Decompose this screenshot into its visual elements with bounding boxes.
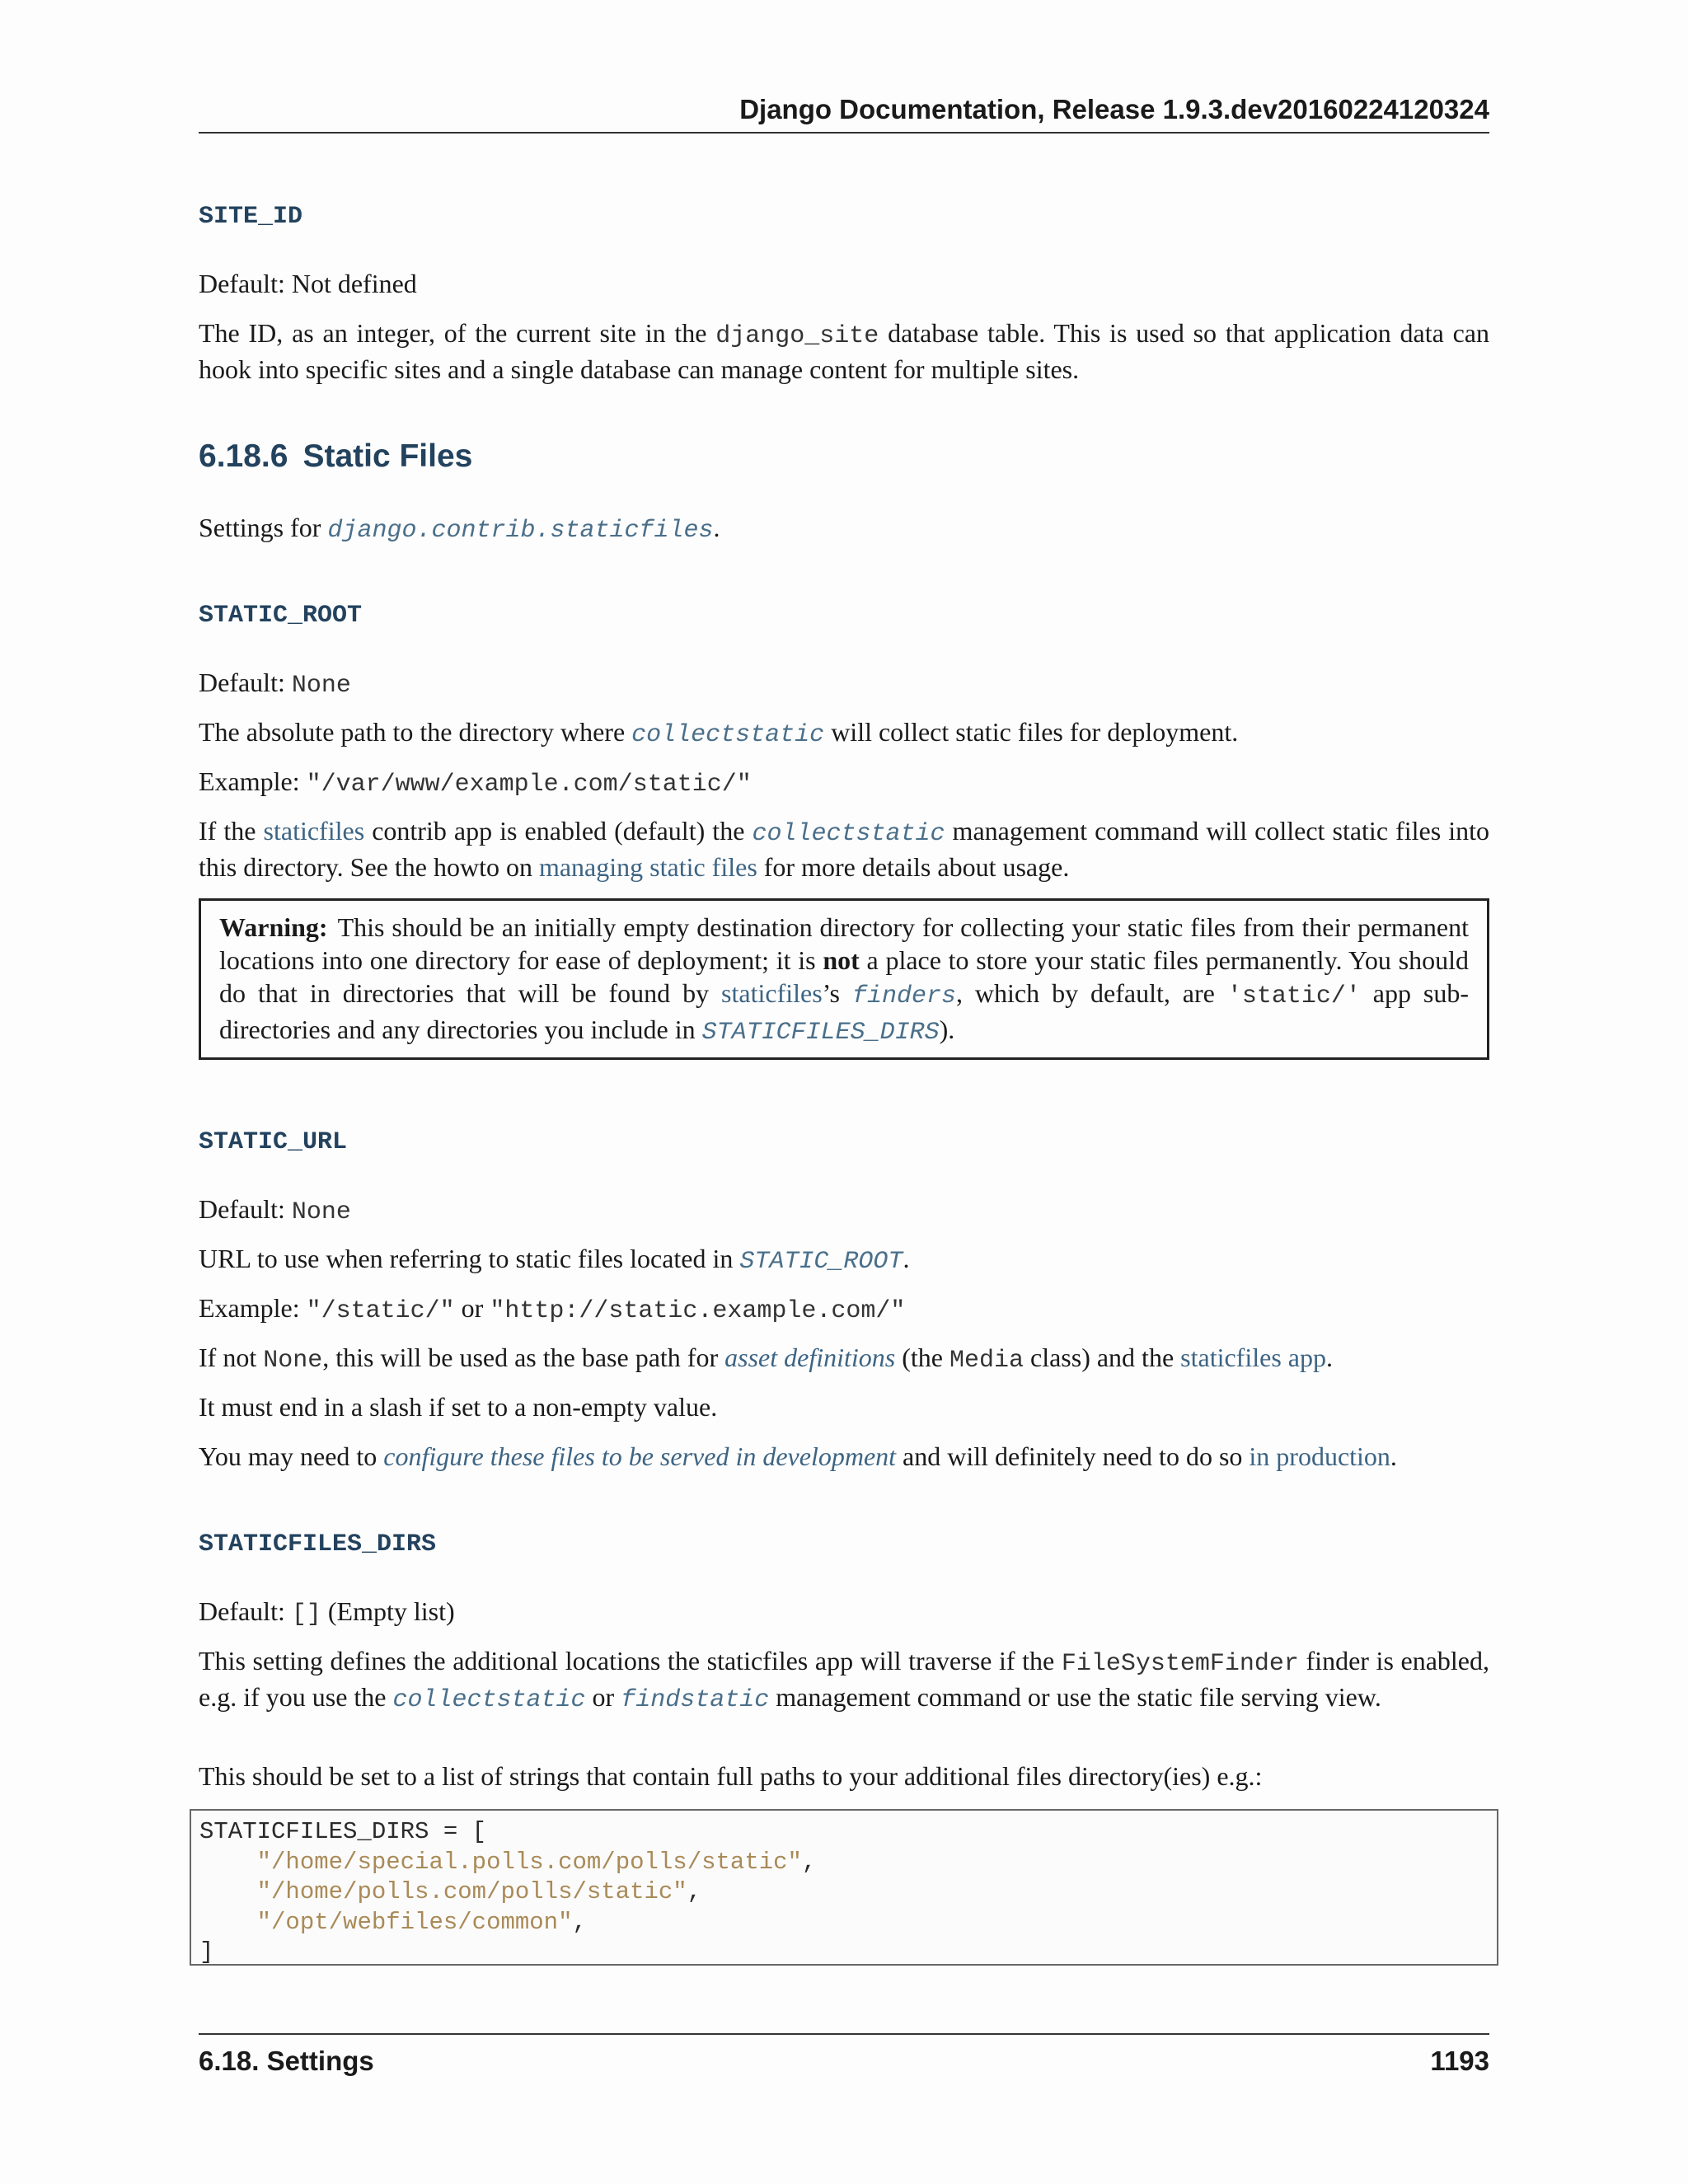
text: class) and the xyxy=(1023,1343,1181,1372)
page-footer xyxy=(199,2033,1489,2079)
text: (the xyxy=(895,1343,950,1372)
code-punct: , xyxy=(572,1908,587,1936)
inline-code: None xyxy=(263,1347,323,1375)
staticfiles-dirs-link[interactable]: STATICFILES_DIRS xyxy=(701,1019,940,1047)
setting-name-static-root: STATIC_ROOT xyxy=(199,602,363,630)
code-example-block xyxy=(190,1809,1498,1966)
code-string: "/home/polls.com/polls/static" xyxy=(256,1878,687,1905)
example-value: "/var/www/example.com/static/" xyxy=(306,771,752,799)
code-line xyxy=(199,1848,1489,1878)
default-value: Not defined xyxy=(291,269,417,298)
collectstatic-link[interactable]: collectstatic xyxy=(752,820,945,848)
finders-link[interactable]: finders xyxy=(851,982,956,1010)
text: If the xyxy=(199,816,264,846)
code-punct: , xyxy=(687,1878,702,1905)
text: This should be an initially empty destination directory for collecting your static files from their permanent locations into one directory for ease of deployment; it is xyxy=(219,912,1469,975)
staticfiles-dirs-description xyxy=(199,1644,1489,1717)
running-header: Django Documentation, Release 1.9.3.dev20160224120324 xyxy=(199,91,1489,134)
default-value: None xyxy=(291,1198,351,1226)
collectstatic-link[interactable]: collectstatic xyxy=(631,721,825,749)
code-string: "/opt/webfiles/common" xyxy=(256,1908,573,1936)
default-label: Default: xyxy=(199,668,292,697)
code-line: STATICFILES_DIRS = [ xyxy=(199,1818,487,1845)
static-url-description xyxy=(199,1242,1489,1278)
code-indent xyxy=(199,1849,257,1876)
warning-title: Warning: xyxy=(219,912,328,942)
default-value: None xyxy=(291,672,351,700)
static-url-base-path xyxy=(199,1341,1489,1377)
warning-admonition xyxy=(199,898,1489,1060)
inline-code: django_site xyxy=(715,322,879,350)
text: app sub-directories and any directories you include in xyxy=(219,978,1470,1044)
text: . xyxy=(1325,1343,1333,1372)
staticfiles-dirs-default xyxy=(199,1595,1489,1631)
setting-name-site-id: SITE_ID xyxy=(199,203,303,231)
static-url-slash-note: It must end in a slash if set to a non-empty value. xyxy=(199,1392,718,1422)
inline-code: Media xyxy=(949,1347,1024,1375)
findstatic-link[interactable]: findstatic xyxy=(621,1686,770,1714)
static-root-usage xyxy=(199,814,1489,883)
collectstatic-link[interactable]: collectstatic xyxy=(392,1686,586,1714)
inline-code: 'static/' xyxy=(1226,982,1361,1010)
static-url-serving-note xyxy=(199,1440,1489,1473)
site-id-description xyxy=(199,316,1489,386)
text: The ID, as an integer, of the current site in the xyxy=(199,318,716,348)
text: or xyxy=(454,1293,490,1323)
text: finder is enabled, e.g. if you use the xyxy=(199,1646,1490,1712)
staticfiles-app-link[interactable]: staticfiles app xyxy=(1180,1343,1326,1372)
static-url-example xyxy=(199,1291,1489,1328)
code-punct: , xyxy=(801,1848,817,1876)
code-indent xyxy=(199,1909,257,1936)
text: , this will be used as the base path for xyxy=(322,1343,725,1372)
text: or xyxy=(585,1682,621,1712)
example-label: Example: xyxy=(199,766,307,796)
code-line xyxy=(199,1877,1489,1908)
static-root-default xyxy=(199,666,1489,702)
static-root-description xyxy=(199,715,1489,752)
text: ’s xyxy=(822,978,852,1008)
text: If not xyxy=(199,1343,264,1372)
staticfiles-link[interactable]: staticfiles xyxy=(721,978,823,1008)
text: for more details about usage. xyxy=(757,852,1070,882)
footer-section-title: 6.18. Settings xyxy=(199,2046,374,2076)
text: contrib app is enabled (default) the xyxy=(364,816,753,846)
text: a place to store your static files permanently. You should do that in directories that will be found by xyxy=(219,945,1470,1008)
default-label: Default: xyxy=(199,269,292,298)
emphasis: not xyxy=(823,945,860,975)
setting-name-static-url: STATIC_URL xyxy=(199,1128,348,1156)
default-label: Default: xyxy=(199,1596,292,1626)
staticfiles-link[interactable]: staticfiles xyxy=(263,816,365,846)
static-url-default xyxy=(199,1193,1489,1229)
text: . xyxy=(1390,1441,1397,1471)
text: . xyxy=(903,1244,910,1273)
text: You may need to xyxy=(199,1441,384,1471)
staticfiles-module-link[interactable]: django.contrib.staticfiles xyxy=(327,517,714,545)
example-value: "/static/" xyxy=(306,1297,455,1325)
example-label: Example: xyxy=(199,1293,307,1323)
default-label: Default: xyxy=(199,1194,292,1224)
text: The absolute path to the directory where xyxy=(199,717,632,747)
section-number: 6.18.6 xyxy=(199,438,288,474)
default-value: [] xyxy=(291,1601,321,1629)
code-string: "/home/special.polls.com/polls/static" xyxy=(256,1848,802,1876)
site-id-default xyxy=(199,267,1489,300)
serve-in-development-link[interactable]: configure these files to be served in development xyxy=(383,1441,897,1471)
section-heading xyxy=(199,436,472,477)
text: . xyxy=(713,513,720,542)
code-line: ] xyxy=(199,1938,214,1966)
code-line xyxy=(199,1908,1489,1938)
in-production-link[interactable]: in production xyxy=(1249,1441,1390,1471)
text: and will definitely need to do so xyxy=(896,1441,1250,1471)
inline-code: FileSystemFinder xyxy=(1061,1650,1299,1678)
setting-name-staticfiles-dirs: STATICFILES_DIRS xyxy=(199,1530,437,1558)
text: Settings for xyxy=(199,513,328,542)
static-root-example xyxy=(199,765,1489,801)
text: (Empty list) xyxy=(321,1596,455,1626)
managing-static-files-link[interactable]: managing static files xyxy=(538,852,757,882)
static-root-link[interactable]: STATIC_ROOT xyxy=(739,1248,903,1276)
text: ). xyxy=(939,1015,955,1044)
text: management command will collect static files into this directory. See the howto on xyxy=(199,816,1490,882)
text: database table. This is used so that application data can hook into specific sites and a single database can manage content for multiple sites. xyxy=(199,318,1490,384)
text: This setting defines the additional locations the staticfiles app will traverse if the xyxy=(199,1646,1062,1675)
section-title: Static Files xyxy=(302,438,473,474)
text: will collect static files for deployment. xyxy=(824,717,1239,747)
staticfiles-dirs-list-note: This should be set to a list of strings that contain full paths to your additional files directory(ies) e.g.: xyxy=(199,1761,1263,1791)
section-intro xyxy=(199,511,1489,547)
page-number: 1193 xyxy=(1430,2046,1489,2076)
text: management command or use the static file serving view. xyxy=(769,1682,1381,1712)
example-value: "http://static.example.com/" xyxy=(490,1297,906,1325)
code-indent xyxy=(199,1878,257,1905)
text: URL to use when referring to static files located in xyxy=(199,1244,740,1273)
text: , which by default, are xyxy=(955,978,1227,1008)
asset-definitions-link[interactable]: asset definitions xyxy=(724,1343,896,1372)
